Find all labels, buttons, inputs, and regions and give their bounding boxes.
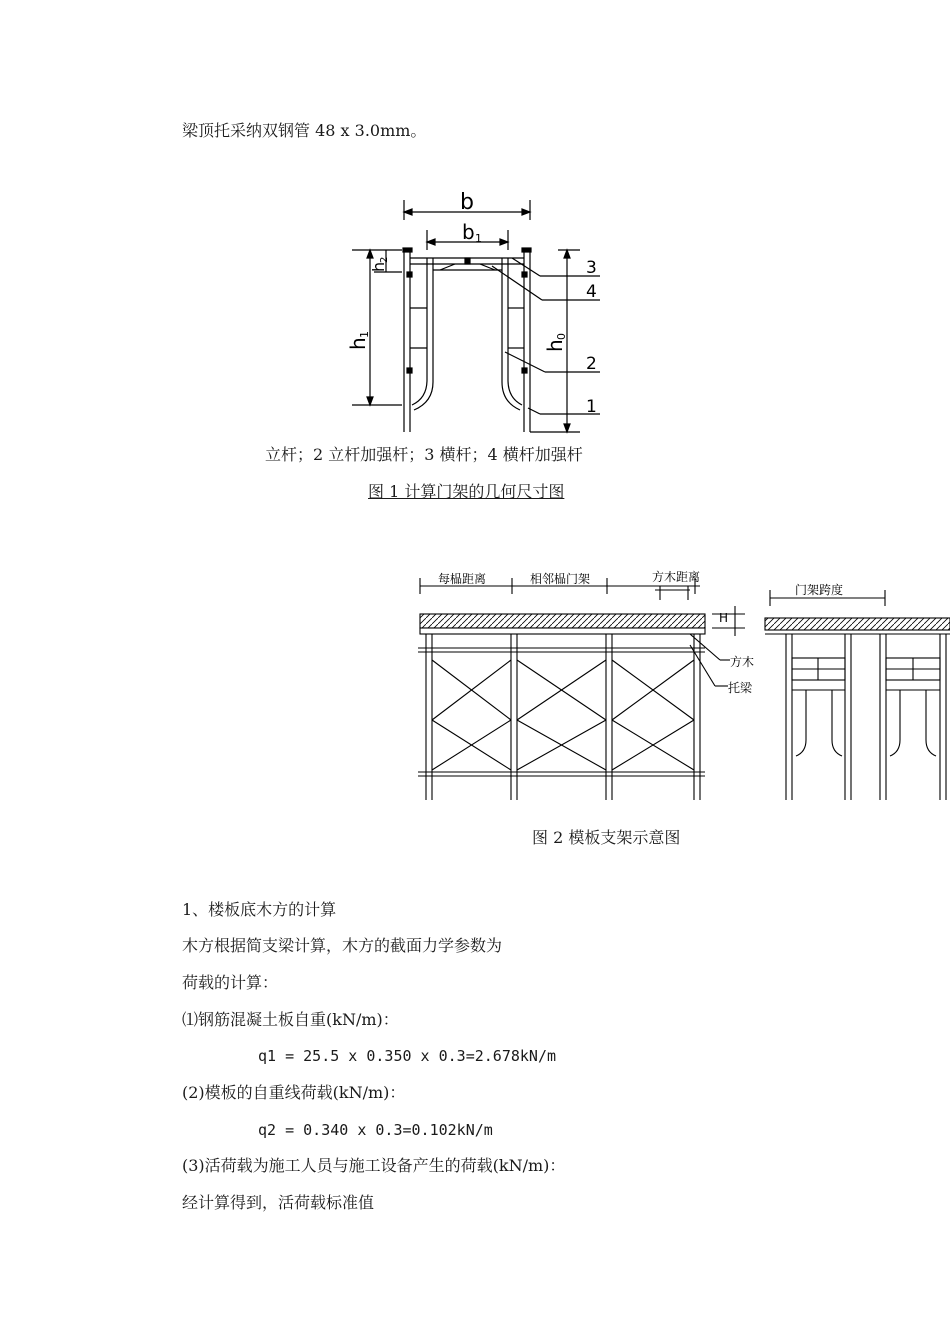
formula-q1: q1 = 25.5 x 0.350 x 0.3=2.678kN/m [258, 1047, 557, 1065]
label-adjacent-frame: 相邻榀门架 [530, 572, 591, 586]
paragraph-line-1: 木方根据简支梁计算，木方的截面力学参数为 [182, 936, 503, 955]
label-timber-spacing: 方木距离 [652, 570, 701, 584]
figure1-portal-frame-diagram [340, 185, 630, 440]
label-support-beam: 托梁 [728, 681, 753, 695]
dim-h0-label: h [543, 339, 567, 352]
dim-h2-subscript: 2 [379, 256, 390, 263]
dim-h2-label: h [369, 261, 388, 272]
paragraph-line-4: (2)模板的自重线荷载(kN/m)： [182, 1083, 406, 1102]
figure1-legend: 立杆；2 立杆加强杆；3 横杆；4 横杆加强杆 [265, 445, 583, 464]
label-frame-spacing: 每榀距离 [438, 572, 487, 586]
figure2-formwork-support-diagram [405, 560, 950, 810]
figure1-caption: 图 1 计算门架的几何尺寸图 [368, 482, 565, 501]
dim-h0-subscript: 0 [555, 333, 568, 340]
dim-b1-subscript: 1 [475, 232, 482, 245]
dim-b-label: b [460, 190, 474, 215]
dim-b1-label: b [462, 220, 475, 244]
label-2: 2 [586, 354, 597, 374]
label-4: 4 [586, 282, 597, 302]
paragraph-line-6: 经计算得到，活荷载标准值 [182, 1193, 375, 1212]
dim-h1-label: h [346, 337, 370, 350]
formula-q2: q2 = 0.340 x 0.3=0.102kN/m [258, 1121, 493, 1139]
label-3: 3 [586, 258, 597, 278]
label-1: 1 [586, 397, 597, 417]
paragraph-line-2: 荷载的计算： [182, 973, 279, 992]
figure2-caption: 图 2 模板支架示意图 [532, 828, 681, 847]
label-timber: 方木 [730, 655, 755, 669]
section-title: 1、楼板底木方的计算 [182, 900, 337, 919]
paragraph-line-5: (3)活荷载为施工人员与施工设备产生的荷载(kN/m)： [182, 1156, 566, 1175]
label-frame-span: 门架跨度 [795, 583, 844, 597]
dim-h1-subscript: 1 [358, 331, 371, 338]
paragraph-line-3: ⑴钢筋混凝土板自重(kN/m)： [182, 1010, 399, 1029]
label-h: H [719, 611, 729, 625]
intro-text: 梁顶托采纳双钢管 48 x 3.0mm。 [182, 121, 427, 140]
